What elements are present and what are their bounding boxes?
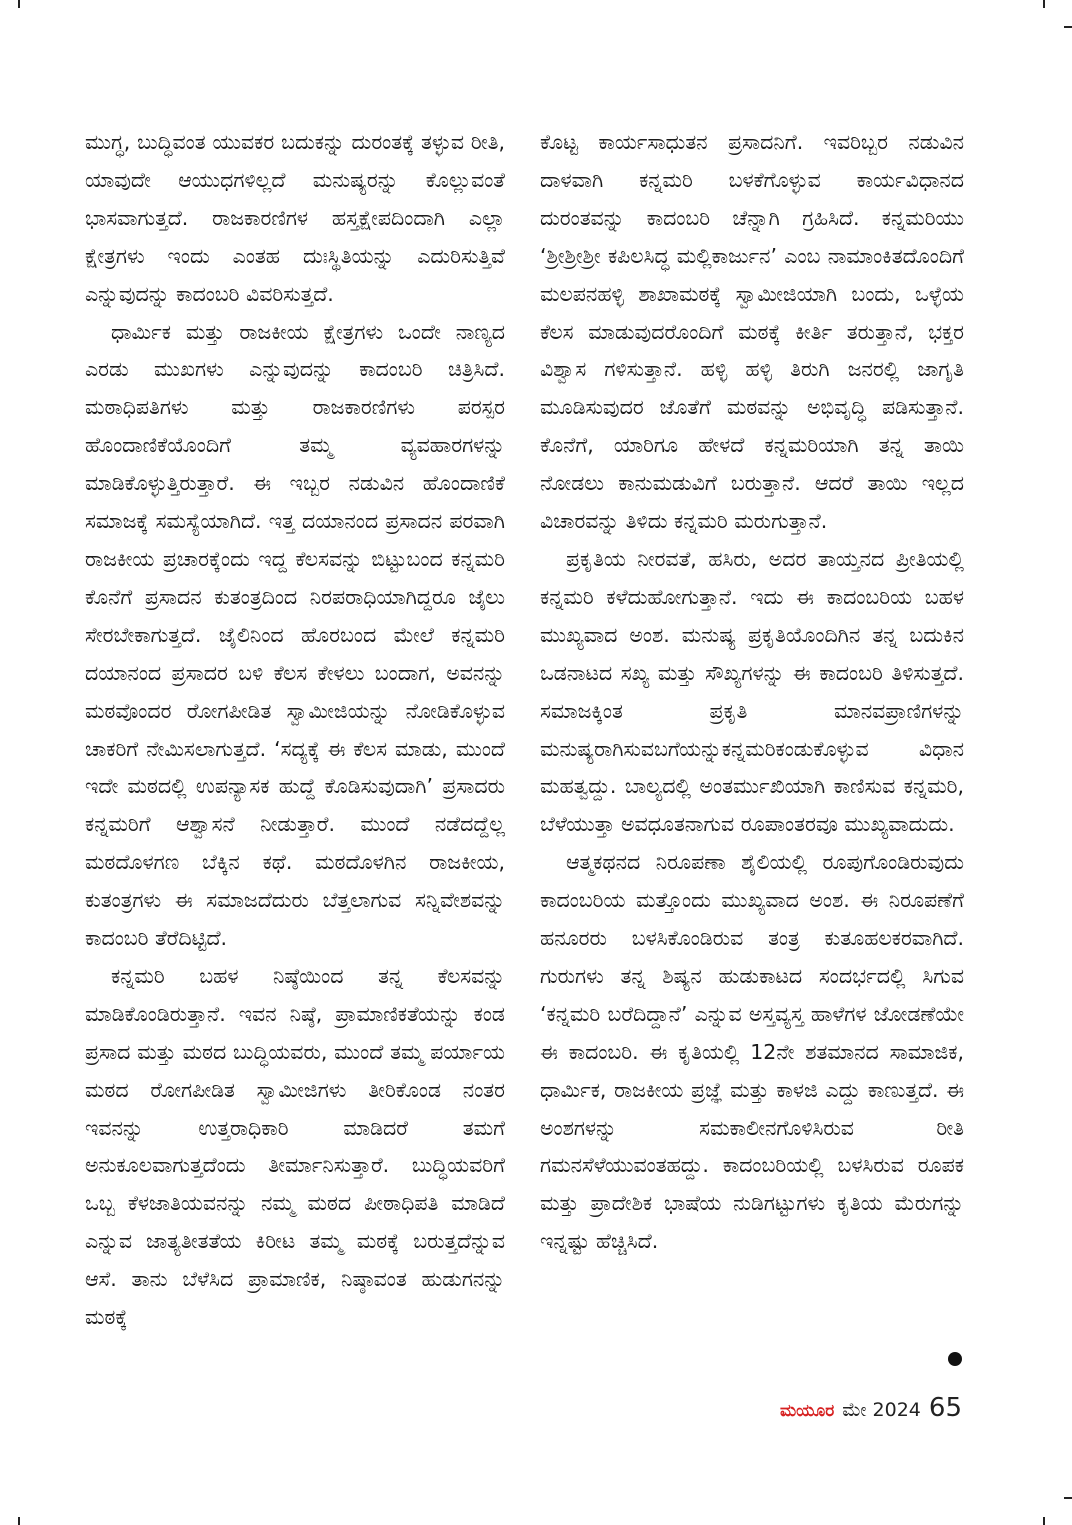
article-left-column [85,124,505,1337]
crop-mark-right-bottom [1064,1497,1072,1499]
crop-mark-top-right [1043,0,1045,8]
page-footer [780,1393,962,1423]
paragraph: ಮುಗ್ಧ, ಬುದ್ಧಿವಂತ ಯುವಕರ ಬದುಕನ್ನು ದುರಂತಕ್ಕೆ ತಳ್ಳುವ ರೀತಿ, ಯಾವುದೇ ಆಯುಧಗಳಿಲ್ಲದೆ ಮನುಷ್ಯರನ್ನು ಕೊಲ್ಲುವಂತೆ ಭಾಸವಾಗುತ್ತದೆ. ರಾಜಕಾರಣಿಗಳ ಹಸ್ತಕ್ಷೇಪದಿಂದಾಗಿ ಎಲ್ಲಾ ಕ್ಷೇತ್ರಗಳು ಇಂದು ಎಂತಹ ದುಃಸ್ಥಿತಿಯನ್ನು ಎದುರಿಸುತ್ತಿವೆ ಎನ್ನುವುದನ್ನು ಕಾದಂಬರಿ ವಿವರಿಸುತ್ತದೆ. [85,130,505,306]
page-number: 65 [928,1393,962,1423]
issue-date: ಮೇ 2024 [842,1399,921,1421]
magazine-logo: ಮಯೂರ [779,1401,835,1421]
paragraph: ಧಾರ್ಮಿಕ ಮತ್ತು ರಾಜಕೀಯ ಕ್ಷೇತ್ರಗಳು ಒಂದೇ ನಾಣ್ಯದ ಎರಡು ಮುಖಗಳು ಎನ್ನುವುದನ್ನು ಕಾದಂಬರಿ ಚಿತ್ರಿಸಿದೆ. ಮಠಾಧಿಪತಿಗಳು ಮತ್ತು ರಾಜಕಾರಣಿಗಳು ಪರಸ್ಪರ ಹೊಂದಾಣಿಕೆಯೊಂದಿಗೆ ತಮ್ಮ ವ್ಯವಹಾರಗಳನ್ನು ಮಾಡಿಕೊಳ್ಳುತ್ತಿರುತ್ತಾರೆ. ಈ ಇಬ್ಬರ ನಡುವಿನ ಹೊಂದಾಣಿಕೆ ಸಮಾಜಕ್ಕೆ ಸಮಸ್ಯೆಯಾಗಿದೆ. ಇತ್ತ ದಯಾನಂದ ಪ್ರಸಾದನ ಪರವಾಗಿ ರಾಜಕೀಯ ಪ್ರಚಾರಕ್ಕೆಂದು ಇದ್ದ ಕೆಲಸವನ್ನು ಬಿಟ್ಟುಬಂದ ಕನ್ನಮರಿ ಕೊನೆಗೆ ಪ್ರಸಾದನ ಕುತಂತ್ರದಿಂದ ನಿರಪರಾಧಿಯಾಗಿದ್ದರೂ ಜೈಲು ಸೇರಬೇಕಾಗುತ್ತದೆ. ಜೈಲಿನಿಂದ ಹೊರಬಂದ ಮೇಲೆ ಕನ್ನಮರಿ ದಯಾನಂದ ಪ್ರಸಾದರ ಬಳಿ ಕೆಲಸ ಕೇಳಲು ಬಂದಾಗ, ಅವನನ್ನು ಮಠವೊಂದರ ರೋಗಪೀಡಿತ ಸ್ವಾಮೀಜಿಯನ್ನು ನೋಡಿಕೊಳ್ಳುವ ಚಾಕರಿಗೆ ನೇಮಿಸಲಾಗುತ್ತದೆ. ‘ಸದ್ಯಕ್ಕೆ ಈ ಕೆಲಸ ಮಾಡು, ಮುಂದೆ ಇದೇ ಮಠದಲ್ಲಿ ಉಪನ್ಯಾಸಕ ಹುದ್ದೆ ಕೊಡಿಸುವುದಾಗಿ’ ಪ್ರಸಾದರು ಕನ್ನಮರಿಗೆ ಆಶ್ವಾಸನೆ ನೀಡುತ್ತಾರೆ. ಮುಂದೆ ನಡೆದದ್ದೆಲ್ಲ ಮಠದೊಳಗಣ ಬೆಕ್ಕಿನ ಕಥೆ. ಮಠದೊಳಗಿನ ರಾಜಕೀಯ, ಕುತಂತ್ರಗಳು ಈ ಸಮಾಜದೆದುರು ಬೆತ್ತಲಾಗುವ ಸನ್ನಿವೇಶವನ್ನು ಕಾದಂಬರಿ ತೆರೆದಿಟ್ಟಿದೆ. [85,319,505,951]
paragraph: ಕನ್ನಮರಿ ಬಹಳ ನಿಷ್ಠೆಯಿಂದ ತನ್ನ ಕೆಲಸವನ್ನು ಮಾಡಿಕೊಂಡಿರುತ್ತಾನೆ. ಇವನ ನಿಷ್ಠೆ, ಪ್ರಾಮಾಣಿಕತೆಯನ್ನು ಕಂಡ ಪ್ರಸಾದ ಮತ್ತು ಮಠದ ಬುದ್ಧಿಯವರು, ಮುಂದೆ ತಮ್ಮ ಪರ್ಯಾಯ ಮಠದ ರೋಗಪೀಡಿತ ಸ್ವಾಮೀಜಿಗಳು ತೀರಿಕೊಂಡ ನಂತರ ಇವನನ್ನು ಉತ್ತರಾಧಿಕಾರಿ ಮಾಡಿದರೆ ತಮಗೆ ಅನುಕೂಲವಾಗುತ್ತದೆಂದು ತೀರ್ಮಾನಿಸುತ್ತಾರೆ. ಬುದ್ಧಿಯವರಿಗೆ ಒಬ್ಬ ಕೆಳಜಾತಿಯವನನ್ನು ನಮ್ಮ ಮಠದ ಪೀಠಾಧಿಪತಿ ಮಾಡಿದೆ ಎನ್ನುವ ಜಾತ್ಯತೀತತೆಯ ಕಿರೀಟ ತಮ್ಮ ಮಠಕ್ಕೆ ಬರುತ್ತದೆನ್ನುವ ಆಸೆ. ತಾನು ಬೆಳೆಸಿದ ಪ್ರಾಮಾಣಿಕ, ನಿಷ್ಠಾವಂತ ಹುಡುಗನನ್ನು ಮಠಕ್ಕೆ [85,963,505,1330]
crop-mark-right-top [1064,26,1072,28]
crop-mark-top-left [18,0,20,8]
article-end-bullet-icon [948,1352,962,1366]
crop-mark-bottom-left [18,1517,20,1525]
article-right-column [540,124,964,1261]
paragraph: ಕೊಟ್ಟ ಕಾರ್ಯಸಾಧುತನ ಪ್ರಸಾದನಿಗೆ. ಇವರಿಬ್ಬರ ನಡುವಿನ ದಾಳವಾಗಿ ಕನ್ನಮರಿ ಬಳಕೆಗೊಳ್ಳುವ ಕಾರ್ಯವಿಧಾನದ ದುರಂತವನ್ನು ಕಾದಂಬರಿ ಚೆನ್ನಾಗಿ ಗ್ರಹಿಸಿದೆ. ಕನ್ನಮರಿಯು ‘ಶ್ರೀಶ್ರೀಶ್ರೀ ಕಪಿಲಸಿದ್ಧ ಮಲ್ಲಿಕಾರ್ಜುನ’ ಎಂಬ ನಾಮಾಂಕಿತದೊಂದಿಗೆ ಮಲಪನಹಳ್ಳಿ ಶಾಖಾಮಠಕ್ಕೆ ಸ್ವಾಮೀಜಿಯಾಗಿ ಬಂದು, ಒಳ್ಳೆಯ ಕೆಲಸ ಮಾಡುವುದರೊಂದಿಗೆ ಮಠಕ್ಕೆ ಕೀರ್ತಿ ತರುತ್ತಾನೆ, ಭಕ್ತರ ವಿಶ್ವಾಸ ಗಳಿಸುತ್ತಾನೆ. ಹಳ್ಳಿ ಹಳ್ಳಿ ತಿರುಗಿ ಜನರಲ್ಲಿ ಜಾಗೃತಿ ಮೂಡಿಸುವುದರ ಜೊತೆಗೆ ಮಠವನ್ನು ಅಭಿವೃದ್ಧಿ ಪಡಿಸುತ್ತಾನೆ. ಕೊನೆಗೆ, ಯಾರಿಗೂ ಹೇಳದೆ ಕನ್ನಮರಿಯಾಗಿ ತನ್ನ ತಾಯಿ ನೋಡಲು ಕಾನುಮಡುವಿಗೆ ಬರುತ್ತಾನೆ. ಆದರೆ ತಾಯಿ ಇಲ್ಲದ ವಿಚಾರವನ್ನು ತಿಳಿದು ಕನ್ನಮರಿ ಮರುಗುತ್ತಾನೆ. [540,130,964,534]
crop-mark-bottom-right [1043,1517,1045,1525]
paragraph: ಆತ್ಮಕಥನದ ನಿರೂಪಣಾ ಶೈಲಿಯಲ್ಲಿ ರೂಪುಗೊಂಡಿರುವುದು ಕಾದಂಬರಿಯ ಮತ್ತೊಂದು ಮುಖ್ಯವಾದ ಅಂಶ. ಈ ನಿರೂಪಣೆಗೆ ಹನೂರರು ಬಳಸಿಕೊಂಡಿರುವ ತಂತ್ರ ಕುತೂಹಲಕರವಾಗಿದೆ. ಗುರುಗಳು ತನ್ನ ಶಿಷ್ಯನ ಹುಡುಕಾಟದ ಸಂದರ್ಭದಲ್ಲಿ ಸಿಗುವ ‘ಕನ್ನಮರಿ ಬರೆದಿದ್ದಾನೆ’ ಎನ್ನುವ ಅಸ್ತವ್ಯಸ್ತ ಹಾಳೆಗಳ ಜೋಡಣೆಯೇ ಈ ಕಾದಂಬರಿ. ಈ ಕೃತಿಯಲ್ಲಿ 12ನೇ ಶತಮಾನದ ಸಾಮಾಜಿಕ, ಧಾರ್ಮಿಕ, ರಾಜಕೀಯ ಪ್ರಜ್ಞೆ ಮತ್ತು ಕಾಳಜಿ ಎದ್ದು ಕಾಣುತ್ತದೆ. ಈ ಅಂಶಗಳನ್ನು ಸಮಕಾಲೀನಗೊಳಿಸಿರುವ ರೀತಿ ಗಮನಸೆಳೆಯುವಂತಹದ್ದು. ಕಾದಂಬರಿಯಲ್ಲಿ ಬಳಸಿರುವ ರೂಪಕ ಮತ್ತು ಪ್ರಾದೇಶಿಕ ಭಾಷೆಯ ನುಡಿಗಟ್ಟುಗಳು ಕೃತಿಯ ಮೆರುಗನ್ನು ಇನ್ನಷ್ಟು ಹೆಚ್ಚಿಸಿದೆ. [540,850,964,1254]
paragraph: ಪ್ರಕೃತಿಯ ನೀರವತೆ, ಹಸಿರು, ಅದರ ತಾಯ್ತನದ ಪ್ರೀತಿಯಲ್ಲಿ ಕನ್ನಮರಿ ಕಳೆದುಹೋಗುತ್ತಾನೆ. ಇದು ಈ ಕಾದಂಬರಿಯ ಬಹಳ ಮುಖ್ಯವಾದ ಅಂಶ. ಮನುಷ್ಯ ಪ್ರಕೃತಿಯೊಂದಿಗಿನ ತನ್ನ ಬದುಕಿನ ಒಡನಾಟದ ಸಖ್ಯ ಮತ್ತು ಸೌಖ್ಯಗಳನ್ನು ಈ ಕಾದಂಬರಿ ತಿಳಿಸುತ್ತದೆ. ಸಮಾಜಕ್ಕಿಂತ ಪ್ರಕೃತಿ ಮಾನವಪ್ರಾಣಿಗಳನ್ನು ಮನುಷ್ಯರಾಗಿಸುವಬಗೆಯನ್ನುಕನ್ನಮರಿಕಂಡುಕೊಳ್ಳುವ ವಿಧಾನ ಮಹತ್ವದ್ದು. ಬಾಲ್ಯದಲ್ಲಿ ಅಂತರ್ಮುಖಿಯಾಗಿ ಕಾಣಿಸುವ ಕನ್ನಮರಿ, ಬೆಳೆಯುತ್ತಾ ಅವಧೂತನಾಗುವ ರೂಪಾಂತರವೂ ಮುಖ್ಯವಾದುದು. [540,546,964,837]
